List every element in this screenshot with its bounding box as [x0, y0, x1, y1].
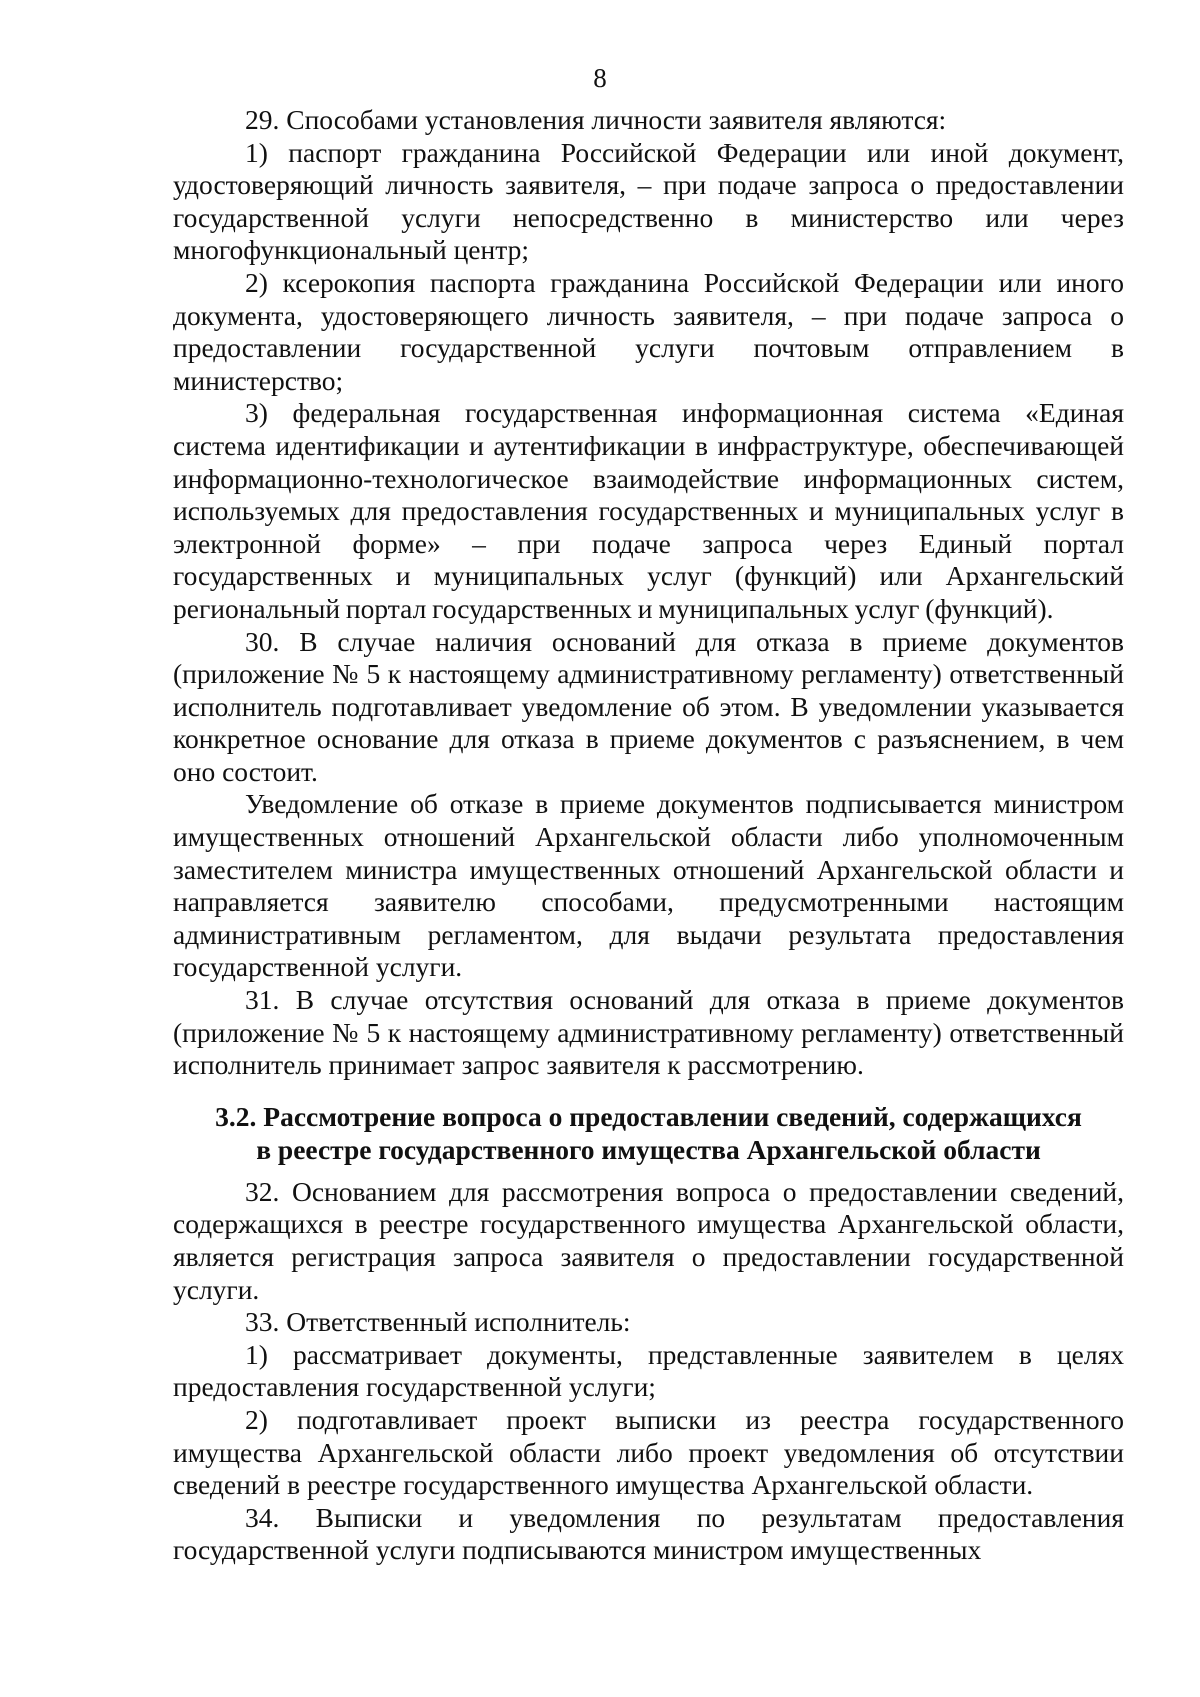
- paragraph-33-item-1: 1) рассматривает документы, представленные заявителем в целях предоставления государственной услуги;: [173, 1338, 1124, 1403]
- paragraph-31: 31. В случае отсутствия оснований для отказа в приеме документов (приложение № 5 к настоящему административному регламенту) ответственный исполнитель принимает запрос заявителя к рассмотрению.: [173, 984, 1124, 1081]
- paragraph-30: 30. В случае наличия оснований для отказа в приеме документов (приложение № 5 к настоящему административному регламенту) ответственный исполнитель подготавливает уведомление об этом. В уведомлении указывается конкретное основание для отказа в приеме документов с разъяснением, в чем оно состоит.: [173, 625, 1124, 787]
- paragraph-29-item-1: 1) паспорт гражданина Российской Федерации или иной документ, удостоверяющий личность заявителя, – при подаче запроса о предоставлении государственной услуги непосредственно в министерство или через многофункциональный центр;: [173, 136, 1124, 266]
- section-heading-line-2: в реестре государственного имущества Архангельской области: [256, 1133, 1041, 1165]
- paragraph-29: 29. Способами установления личности заявителя являются:: [245, 104, 947, 135]
- paragraph-30-notice: Уведомление об отказе в приеме документов подписывается министром имущественных отношений Архангельской области либо уполномоченным заместителем министра имущественных отношений Архангельской области и направляется заявителю способами, предусмотренными настоящим административным регламентом, для выдачи результата предоставления государственной услуги.: [173, 788, 1124, 983]
- page-number: 8: [593, 63, 607, 93]
- paragraph-34: 34. Выписки и уведомления по результатам предоставления государственной услуги подписываются министром имущественных: [173, 1501, 1124, 1566]
- paragraph-29-item-3: 3) федеральная государственная информационная система «Единая система идентификации и аутентификации в инфраструктуре, обеспечивающей информационно-технологическое взаимодействие информационных систем, используемых для предоставления государственных и муниципальных услуг в электронной форме» – при подаче запроса через Единый портал государственных и муниципальных услуг (функций) или Архангельский региональный портал государственных и муниципальных услуг (функций).: [173, 397, 1124, 624]
- paragraph-33: 33. Ответственный исполнитель:: [245, 1306, 631, 1338]
- paragraph-29-item-2: 2) ксерокопия паспорта гражданина Российской Федерации или иного документа, удостоверяющего личность заявителя, – при подаче запроса о предоставлении государственной услуги почтовым отправлением в министерство;: [173, 266, 1124, 396]
- document-body: [173, 104, 1124, 1567]
- section-heading: [173, 1100, 1124, 1166]
- section-heading-line-1: 3.2. Рассмотрение вопроса о предоставлении сведений, содержащихся: [215, 1100, 1082, 1132]
- paragraph-33-item-2: 2) подготавливает проект выписки из реестра государственного имущества Архангельской области либо проект уведомления об отсутствии сведений в реестре государственного имущества Архангельской области.: [173, 1403, 1124, 1501]
- paragraph-32: 32. Основанием для рассмотрения вопроса о предоставлении сведений, содержащихся в реестре государственного имущества Архангельской области, является регистрация запроса заявителя о предоставлении государственной услуги.: [173, 1175, 1124, 1305]
